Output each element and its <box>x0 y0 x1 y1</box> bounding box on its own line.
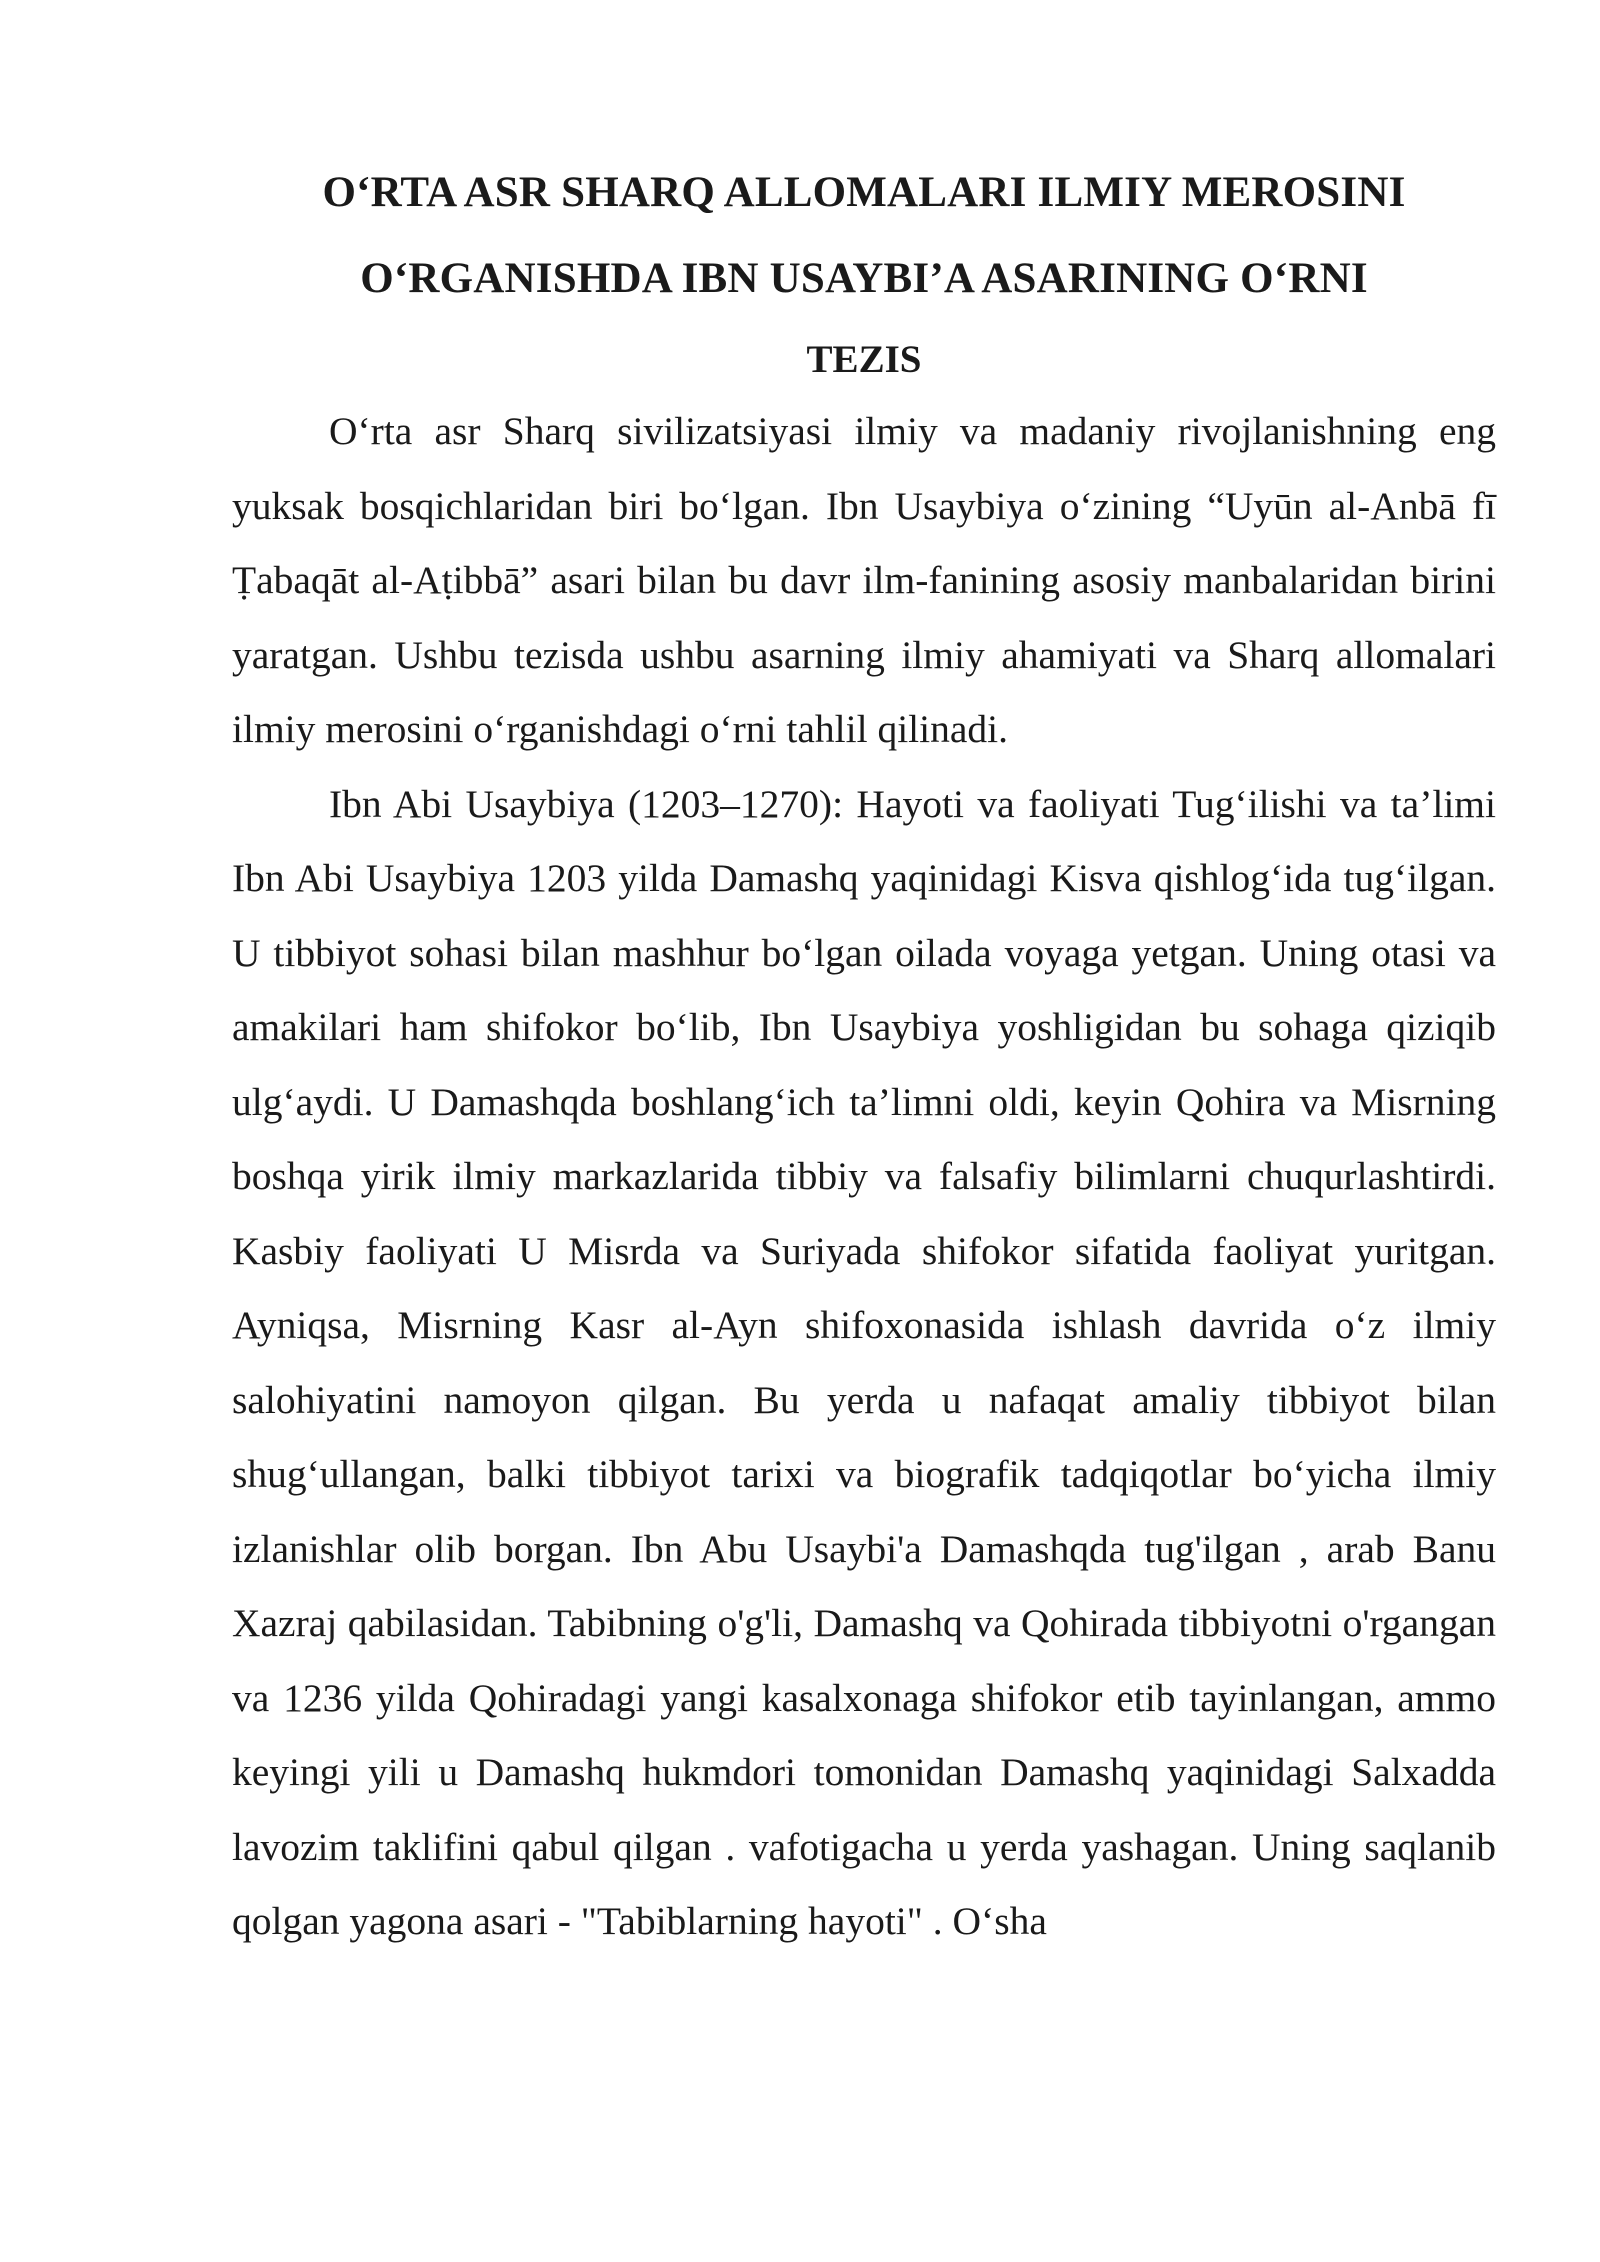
document-title <box>232 150 1496 322</box>
title-line-1: O‘RTA ASR SHARQ ALLOMALARI ILMIY MEROSINI <box>322 169 1406 216</box>
title-line-2: O‘RGANISHDA IBN USAYBI’A ASARINING O‘RNI <box>360 255 1368 302</box>
document-page <box>232 150 1496 1959</box>
document-subtitle: TEZIS <box>806 338 922 381</box>
paragraph-biography: Ibn Abi Usaybiya (1203–1270): Hayoti va faoliyati Tug‘ilishi va ta’limi Ibn Abi Usaybiya 1203 yilda Damashq yaqinidagi Kisva qishlog‘ida tug‘ilgan. U tibbiyot sohasi bilan mashhur bo‘lgan oilada voyaga yetgan. Uning otasi va amakilari ham shifokor bo‘lib, Ibn Usaybiya yoshligidan bu sohaga qiziqib ulg‘aydi. U Damashqda boshlang‘ich ta’limni oldi, keyin Qohira va Misrning boshqa yirik ilmiy markazlarida tibbiy va falsafiy bilimlarni chuqurlashtirdi. Kasbiy faoliyati U Misrda va Suriyada shifokor sifatida faoliyat yuritgan. Ayniqsa, Misrning Kasr al-Ayn shifoxonasida ishlash davrida o‘z ilmiy salohiyatini namoyon qilgan. Bu yerda u nafaqat amaliy tibbiyot bilan shug‘ullangan, balki tibbiyot tarixi va biografik tadqiqotlar bo‘yicha ilmiy izlanishlar olib borgan. Ibn Abu Usaybi'a Damashqda tug'ilgan , arab Banu Xazraj qabilasidan. Tabibning o'g'li, Damashq va Qohirada tibbiyotni o'rgangan va 1236 yilda Qohiradagi yangi kasalxonaga shifokor etib tayinlangan, ammo keyingi yili u Damashq hukmdori tomonidan Damashq yaqinidagi Salxadda lavozim taklifini qabul qilgan . vafotigacha u yerda yashagan. Uning saqlanib qolgan yagona asari - "Tabiblarning hayoti" . O‘sha <box>232 781 1496 1943</box>
paragraph-intro: O‘rta asr Sharq sivilizatsiyasi ilmiy va madaniy rivojlanishning eng yuksak bosqichlaridan biri bo‘lgan. Ibn Usaybiya o‘zining “Uyūn al-Anbā fī Ṭabaqāt al-Aṭibbā” asari bilan bu davr ilm-fanining asosiy manbalaridan birini yaratgan. Ushbu tezisda ushbu asarning ilmiy ahamiyati va Sharq allomalari ilmiy merosini o‘rganishdagi o‘rni tahlil qilinadi. <box>232 409 1496 751</box>
